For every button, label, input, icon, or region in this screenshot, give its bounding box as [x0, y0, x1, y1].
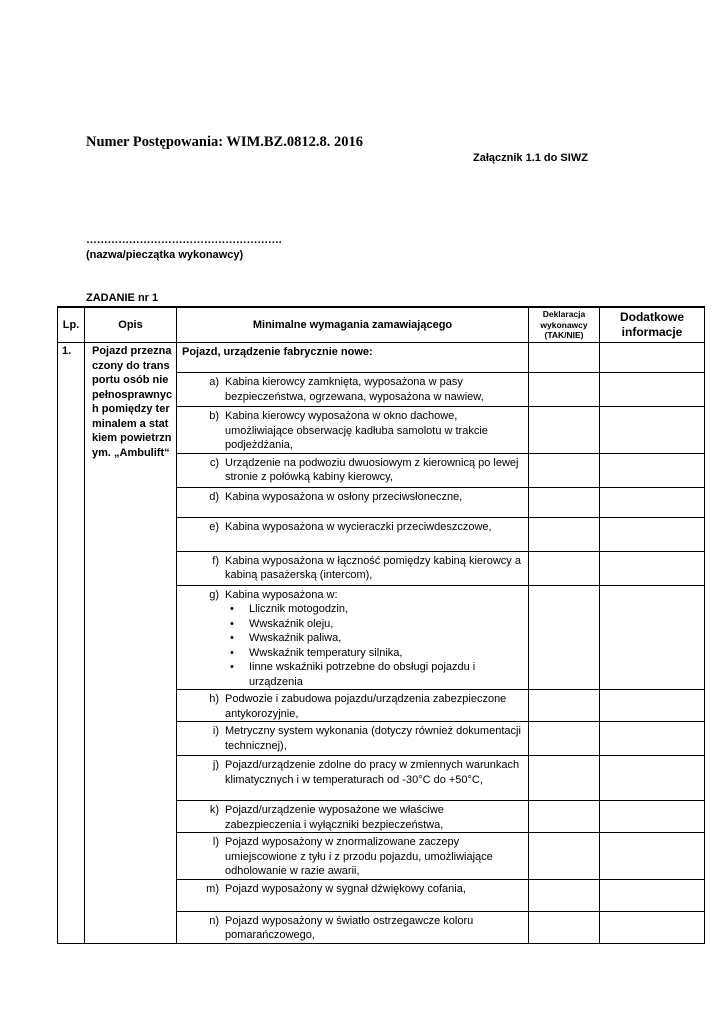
additional-info-cell[interactable] [600, 722, 705, 756]
requirement-text: Pojazd wyposażony w światło ostrzegawcze koloru pomarańczowego, [225, 914, 474, 941]
requirement-cell [177, 911, 529, 943]
table-header-row [58, 307, 705, 343]
additional-info-cell[interactable] [600, 551, 705, 585]
declaration-cell[interactable] [529, 407, 600, 454]
requirement-letter: e) [209, 520, 219, 533]
declaration-cell[interactable] [529, 551, 600, 585]
requirement-text-block [225, 724, 522, 753]
requirement-letter: k) [209, 804, 219, 816]
declaration-cell[interactable] [529, 373, 600, 407]
requirement-text-block [225, 914, 522, 943]
requirement-letter: j) [212, 759, 219, 771]
requirement-cell [177, 487, 529, 517]
requirement-text-block [225, 409, 522, 453]
additional-info-cell[interactable] [600, 879, 705, 911]
requirement-letter: c) [209, 456, 219, 469]
requirement-item [182, 914, 522, 943]
requirement-text: Kabina wyposażona w: [225, 588, 338, 601]
requirement-text-block [225, 490, 522, 505]
header-declaration: Deklaracja wykonawcy (TAK/NIE) [529, 307, 600, 343]
requirement-cell [177, 453, 529, 487]
additional-info-cell[interactable] [600, 517, 705, 551]
requirement-letter: h) [209, 693, 219, 705]
requirement-letter: g) [209, 588, 219, 601]
requirement-text-block [225, 758, 522, 787]
requirement-text: Pojazd wyposażony w sygnał dźwiękowy cofania, [225, 882, 466, 895]
task-label: ZADANIE nr 1 [86, 292, 159, 304]
requirement-text: Kabina wyposażona w wycieraczki przeciwdeszczowe, [225, 520, 492, 533]
annex-label: Załącznik 1.1 do SIWZ [473, 152, 588, 164]
declaration-cell[interactable] [529, 756, 600, 801]
item-description: Pojazd przeznaczony do transportu osób niepełnosprawnych pomiędzy terminalem a statkiem powietrznym. „Ambulift“ [85, 343, 177, 944]
header-requirements: Minimalne wymagania zamawiającego [177, 307, 529, 343]
requirement-text: Kabina kierowcy zamknięta, wyposażona w pasy bezpieczeństwa, ogrzewana, wyposażona w nawiew, [225, 376, 484, 403]
sublist-item: • Iinne wskaźniki potrzebne do obsługi pojazdu i urządzenia [230, 660, 522, 689]
requirement-intro [177, 343, 529, 373]
additional-info-cell[interactable] [600, 756, 705, 801]
requirement-letter: f) [212, 554, 219, 567]
sublist-item: • Llicznik motogodzin, [230, 602, 522, 617]
declaration-cell[interactable] [529, 879, 600, 911]
declaration-cell[interactable] [529, 722, 600, 756]
additional-info-cell[interactable] [600, 911, 705, 943]
additional-info-cell[interactable] [600, 373, 705, 407]
requirement-item [182, 490, 522, 505]
requirement-letter: d) [209, 490, 219, 503]
requirement-letter: l) [212, 836, 219, 848]
requirement-cell [177, 373, 529, 407]
additional-info-cell[interactable] [600, 585, 705, 690]
requirement-letter: i) [212, 725, 219, 737]
requirement-text-block [225, 588, 522, 690]
requirement-item [182, 724, 522, 753]
sublist-item: • Wwskaźnik paliwa, [230, 631, 522, 646]
declaration-cell[interactable] [529, 517, 600, 551]
requirement-cell [177, 879, 529, 911]
declaration-cell[interactable] [529, 585, 600, 690]
requirement-cell [177, 407, 529, 454]
requirement-text-block [225, 803, 522, 832]
sublist-item: • Wwskaźnik oleju, [230, 617, 522, 632]
requirement-text-block [225, 456, 522, 485]
additional-info-cell[interactable] [600, 487, 705, 517]
requirement-cell [177, 722, 529, 756]
requirement-item [182, 375, 522, 404]
requirement-text-block [225, 882, 522, 897]
requirement-text: Kabina kierowcy wyposażona w okno dachowe, umożliwiające obserwację kadłuba samolotu w trakcie podjeżdżania, [225, 410, 488, 451]
header-lp: Lp. [58, 307, 85, 343]
additional-info-cell[interactable] [600, 407, 705, 454]
table-row [58, 343, 705, 373]
requirement-item [182, 758, 522, 787]
requirement-item [182, 520, 522, 535]
requirement-item [182, 456, 522, 485]
requirement-item [182, 588, 522, 690]
requirement-text: Pojazd/urządzenie wyposażone we właściwe zabezpieczenia i wyłączniki bezpieczeństwa, [225, 804, 444, 831]
declaration-cell[interactable] [529, 833, 600, 880]
requirement-text: Kabina wyposażona w osłony przeciwsłoneczne, [225, 490, 463, 503]
contractor-signature-line: ………………………………………………. [86, 234, 282, 246]
requirement-text-block [225, 520, 522, 535]
requirement-cell [177, 585, 529, 690]
declaration-cell[interactable] [529, 343, 600, 373]
requirement-sublist [225, 602, 522, 689]
requirement-cell [177, 801, 529, 833]
requirement-text-block [225, 835, 522, 879]
requirement-item [182, 803, 522, 832]
header-additional-info: Dodatkowe informacje [600, 307, 705, 343]
requirement-cell [177, 833, 529, 880]
requirement-letter: n) [209, 914, 219, 927]
requirement-item [182, 554, 522, 583]
requirement-text: Urządzenie na podwoziu dwuosiowym z kierownicą po lewej stronie z połówką kabiny kierowcy, [225, 456, 519, 483]
requirement-text-block [225, 554, 522, 583]
declaration-cell[interactable] [529, 453, 600, 487]
requirement-item [182, 835, 522, 879]
requirement-item [182, 692, 522, 721]
declaration-cell[interactable] [529, 801, 600, 833]
header-opis: Opis [85, 307, 177, 343]
requirement-text: Metryczny system wykonania (dotyczy również dokumentacji technicznej), [225, 725, 521, 752]
declaration-cell[interactable] [529, 911, 600, 943]
requirement-cell [177, 690, 529, 722]
procurement-number: Numer Postępowania: WIM.BZ.0812.8. 2016 [86, 134, 363, 150]
requirement-letter: b) [209, 410, 219, 422]
additional-info-cell[interactable] [600, 801, 705, 833]
sublist-item: • Wwskaźnik temperatury silnika, [230, 646, 522, 661]
requirement-text: Kabina wyposażona w łączność pomiędzy kabiną kierowcy a kabiną pasażerską (intercom), [225, 554, 521, 581]
declaration-cell[interactable] [529, 487, 600, 517]
requirement-text: Podwozie i zabudowa pojazdu/urządzenia zabezpieczone antykorozyjnie, [225, 693, 507, 720]
declaration-cell[interactable] [529, 690, 600, 722]
requirement-letter: a) [209, 376, 219, 388]
additional-info-cell[interactable] [600, 343, 705, 373]
requirement-item [182, 409, 522, 453]
additional-info-cell[interactable] [600, 453, 705, 487]
requirement-text: Pojazd wyposażony w znormalizowane zaczepy umiejscowione z tyłu i z przodu pojazdu, umożliwiające odholowanie w razie awarii, [225, 836, 493, 877]
requirement-text-block [225, 375, 522, 404]
requirements-table [57, 306, 705, 944]
requirement-item [182, 882, 522, 897]
requirement-letter: m) [206, 882, 219, 895]
requirement-text-block [225, 692, 522, 721]
requirement-text: Pojazd/urządzenie zdolne do pracy w zmiennych warunkach klimatycznych i w temperaturach od -30°C do +50°C, [225, 759, 520, 786]
additional-info-cell[interactable] [600, 690, 705, 722]
contractor-label: (nazwa/pieczątka wykonawcy) [86, 249, 244, 261]
requirement-intro-text: Pojazd, urządzenie fabrycznie nowe: [182, 346, 373, 358]
requirement-cell [177, 551, 529, 585]
additional-info-cell[interactable] [600, 833, 705, 880]
requirement-cell [177, 517, 529, 551]
requirement-cell [177, 756, 529, 801]
row-number: 1. [58, 343, 85, 944]
